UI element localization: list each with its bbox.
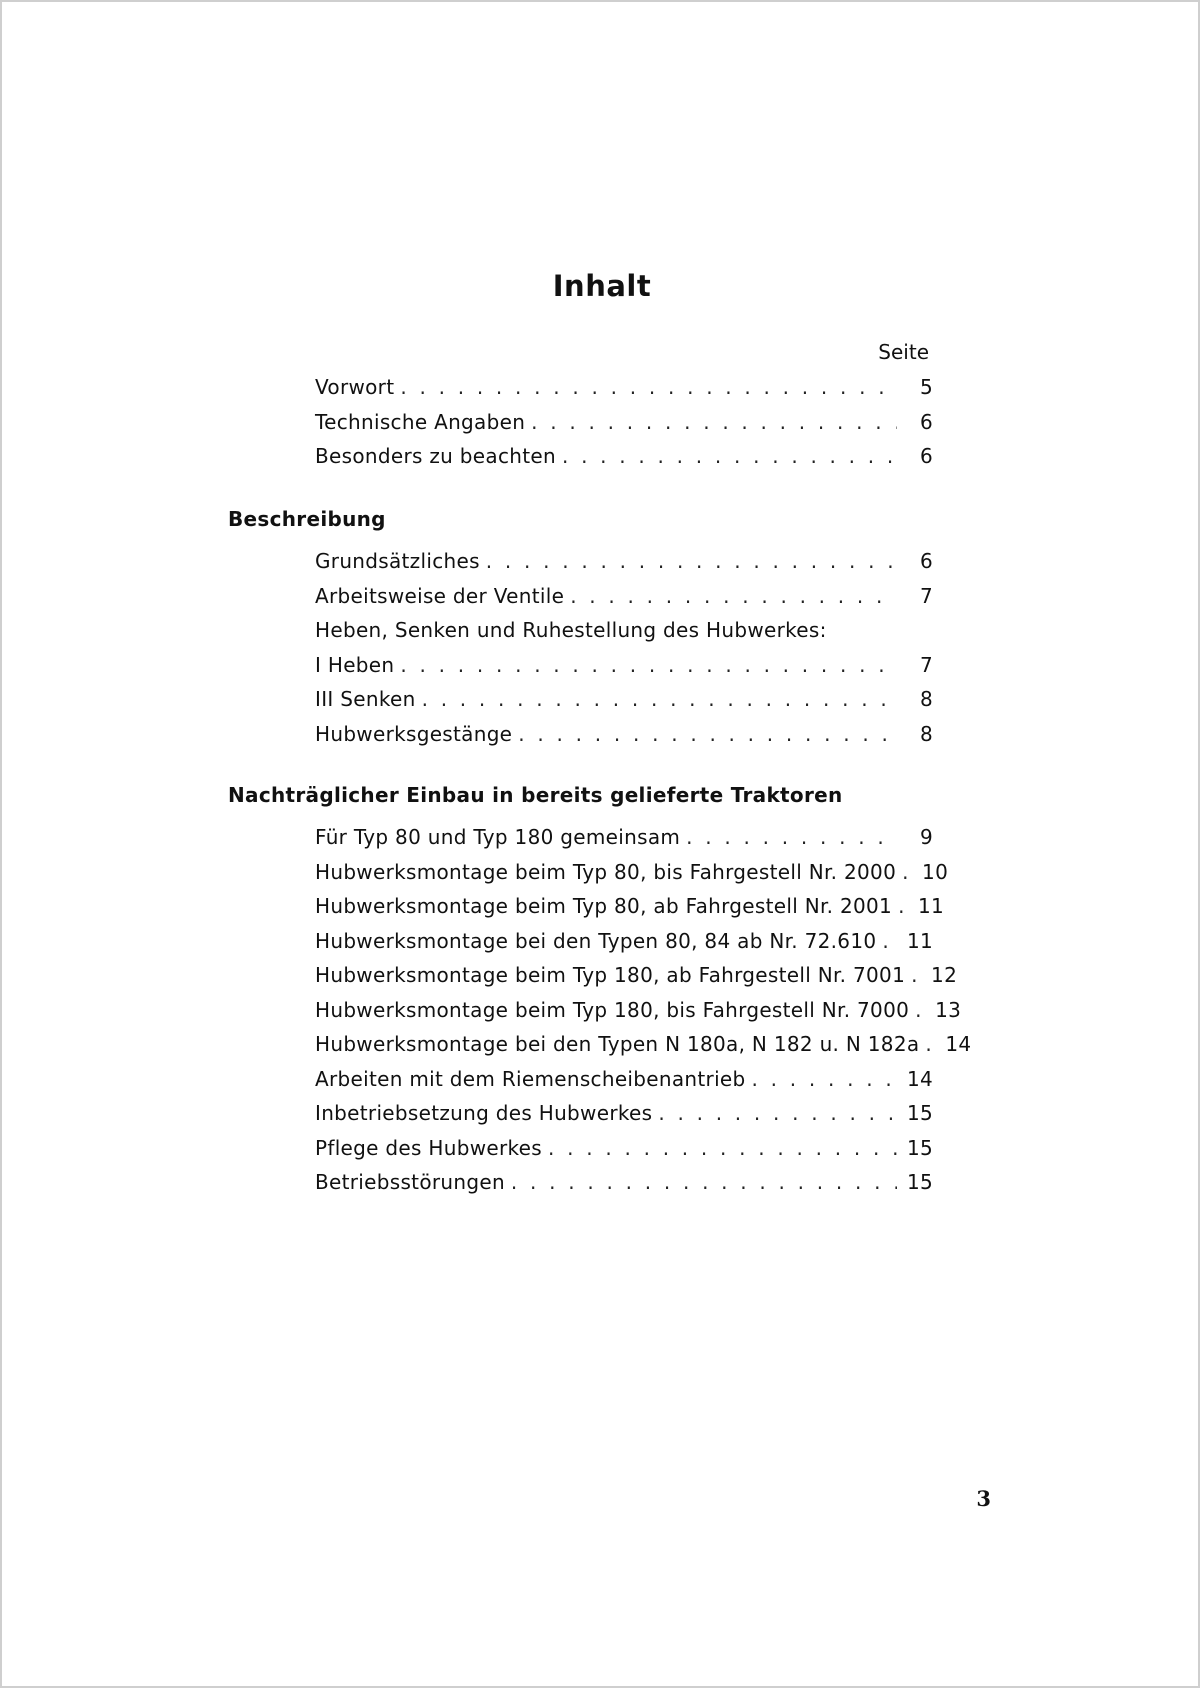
toc-entry-title: III Senken bbox=[315, 687, 416, 711]
toc-leader-dots bbox=[686, 824, 897, 850]
toc-leader-dots bbox=[902, 859, 912, 885]
toc-entry-page: 11 bbox=[906, 928, 933, 953]
toc-entry-title: Arbeitsweise der Ventile bbox=[315, 583, 565, 608]
toc-entry-subheading bbox=[315, 617, 933, 652]
toc-entry-page: 9 bbox=[919, 825, 933, 849]
toc-leader-dots bbox=[400, 374, 897, 400]
toc-entry-title: Arbeiten mit dem Riemenscheibenantrieb bbox=[315, 1066, 746, 1091]
toc-entry-page: 10 bbox=[922, 859, 949, 884]
toc-entry[interactable] bbox=[315, 1135, 933, 1170]
page-title: Inhalt bbox=[552, 269, 652, 303]
toc-leader-dots bbox=[486, 548, 897, 574]
toc-entry-page: 11 bbox=[918, 894, 945, 918]
toc-entry-title: Hubwerksmontage beim Typ 80, ab Fahrgestell Nr. 2001 bbox=[315, 894, 893, 918]
toc-entry[interactable] bbox=[315, 1169, 933, 1204]
toc-entry[interactable] bbox=[315, 721, 933, 756]
toc-entry-page: 12 bbox=[931, 963, 958, 987]
toc-entry-title: Hubwerksmontage bei den Typen N 180a, N 182 u. N 182a bbox=[315, 1032, 920, 1056]
toc-entry-page: 6 bbox=[919, 409, 933, 434]
toc-leader-dots bbox=[915, 997, 925, 1023]
toc-entry-page: 15 bbox=[906, 1101, 933, 1125]
toc-entry-title: Hubwerksmontage beim Typ 180, ab Fahrgestell Nr. 7001 bbox=[315, 963, 906, 987]
toc-entry[interactable] bbox=[315, 443, 933, 478]
toc-leader-dots bbox=[570, 583, 897, 609]
toc-intro-list bbox=[315, 374, 933, 478]
toc-entry-title: Technische Angaben bbox=[315, 409, 526, 434]
toc-entry-page: 7 bbox=[919, 583, 933, 608]
toc-entry-page: 6 bbox=[919, 549, 933, 573]
toc-leader-dots bbox=[548, 1135, 897, 1161]
toc-entry-page: 5 bbox=[919, 375, 933, 399]
toc-entry-page: 8 bbox=[919, 687, 933, 711]
toc-leader-dots bbox=[422, 686, 897, 712]
toc-entry[interactable] bbox=[315, 859, 949, 894]
toc-entry-page: 14 bbox=[945, 1032, 972, 1056]
toc-entry-title: Hubwerksgestänge bbox=[315, 721, 513, 746]
toc-leader-dots bbox=[752, 1066, 897, 1092]
toc-entry[interactable] bbox=[315, 1031, 972, 1066]
section-heading-nachtraeglicher-einbau: Nachträglicher Einbau in bereits gelieferte Traktoren bbox=[228, 783, 843, 807]
toc-entry-page: 13 bbox=[935, 997, 962, 1022]
toc-entry-page: 14 bbox=[906, 1066, 933, 1091]
toc-leader-dots bbox=[658, 1100, 897, 1126]
toc-leader-dots bbox=[511, 1169, 897, 1195]
toc-leader-dots bbox=[562, 443, 897, 469]
toc-leader-dots bbox=[882, 928, 897, 954]
toc-entry[interactable] bbox=[315, 962, 958, 997]
toc-leader-dots bbox=[531, 409, 897, 435]
toc-entry[interactable] bbox=[315, 997, 962, 1032]
toc-section-nachtraeglicher-einbau bbox=[315, 824, 972, 1204]
toc-leader-dots bbox=[400, 652, 897, 678]
toc-entry-title: I Heben bbox=[315, 652, 395, 677]
toc-entry-title: Heben, Senken und Ruhestellung des Hubwerkes: bbox=[315, 618, 827, 642]
toc-entry-page: 15 bbox=[906, 1170, 933, 1194]
toc-entry[interactable] bbox=[315, 409, 933, 444]
toc-entry-title: Vorwort bbox=[315, 375, 395, 399]
toc-leader-dots bbox=[925, 1031, 935, 1057]
page-column-label: Seite bbox=[878, 340, 929, 364]
toc-leader-dots bbox=[898, 893, 908, 919]
toc-entry[interactable] bbox=[315, 928, 933, 963]
toc-entry-title: Grundsätzliches bbox=[315, 549, 480, 573]
toc-entry[interactable] bbox=[315, 824, 933, 859]
toc-entry-page: 7 bbox=[919, 652, 933, 677]
toc-entry[interactable] bbox=[315, 374, 933, 409]
toc-entry-title: Besonders zu beachten bbox=[315, 444, 556, 468]
toc-entry-page: 8 bbox=[919, 721, 933, 746]
toc-leader-dots bbox=[518, 721, 897, 747]
toc-entry[interactable] bbox=[315, 686, 933, 721]
toc-entry[interactable] bbox=[315, 1100, 933, 1135]
toc-entry[interactable] bbox=[315, 893, 945, 928]
toc-entry-title: Inbetriebsetzung des Hubwerkes bbox=[315, 1101, 653, 1125]
toc-entry[interactable] bbox=[315, 583, 933, 618]
toc-section-beschreibung bbox=[315, 548, 933, 755]
toc-entry-title: Betriebsstörungen bbox=[315, 1170, 505, 1194]
page-number: 3 bbox=[976, 1486, 991, 1511]
toc-leader-dots bbox=[911, 962, 921, 988]
toc-entry-title: Pflege des Hubwerkes bbox=[315, 1135, 542, 1160]
toc-entry-title: Für Typ 80 und Typ 180 gemeinsam bbox=[315, 825, 681, 849]
section-heading-beschreibung: Beschreibung bbox=[228, 507, 386, 531]
toc-entry-title: Hubwerksmontage beim Typ 180, bis Fahrgestell Nr. 7000 bbox=[315, 997, 910, 1022]
toc-entry-title: Hubwerksmontage bei den Typen 80, 84 ab Nr. 72.610 bbox=[315, 928, 877, 953]
toc-entry[interactable] bbox=[315, 548, 933, 583]
toc-entry[interactable] bbox=[315, 652, 933, 687]
toc-entry-page: 6 bbox=[919, 444, 933, 468]
toc-entry-page: 15 bbox=[906, 1135, 933, 1160]
toc-entry[interactable] bbox=[315, 1066, 933, 1101]
toc-entry-title: Hubwerksmontage beim Typ 80, bis Fahrgestell Nr. 2000 bbox=[315, 859, 897, 884]
